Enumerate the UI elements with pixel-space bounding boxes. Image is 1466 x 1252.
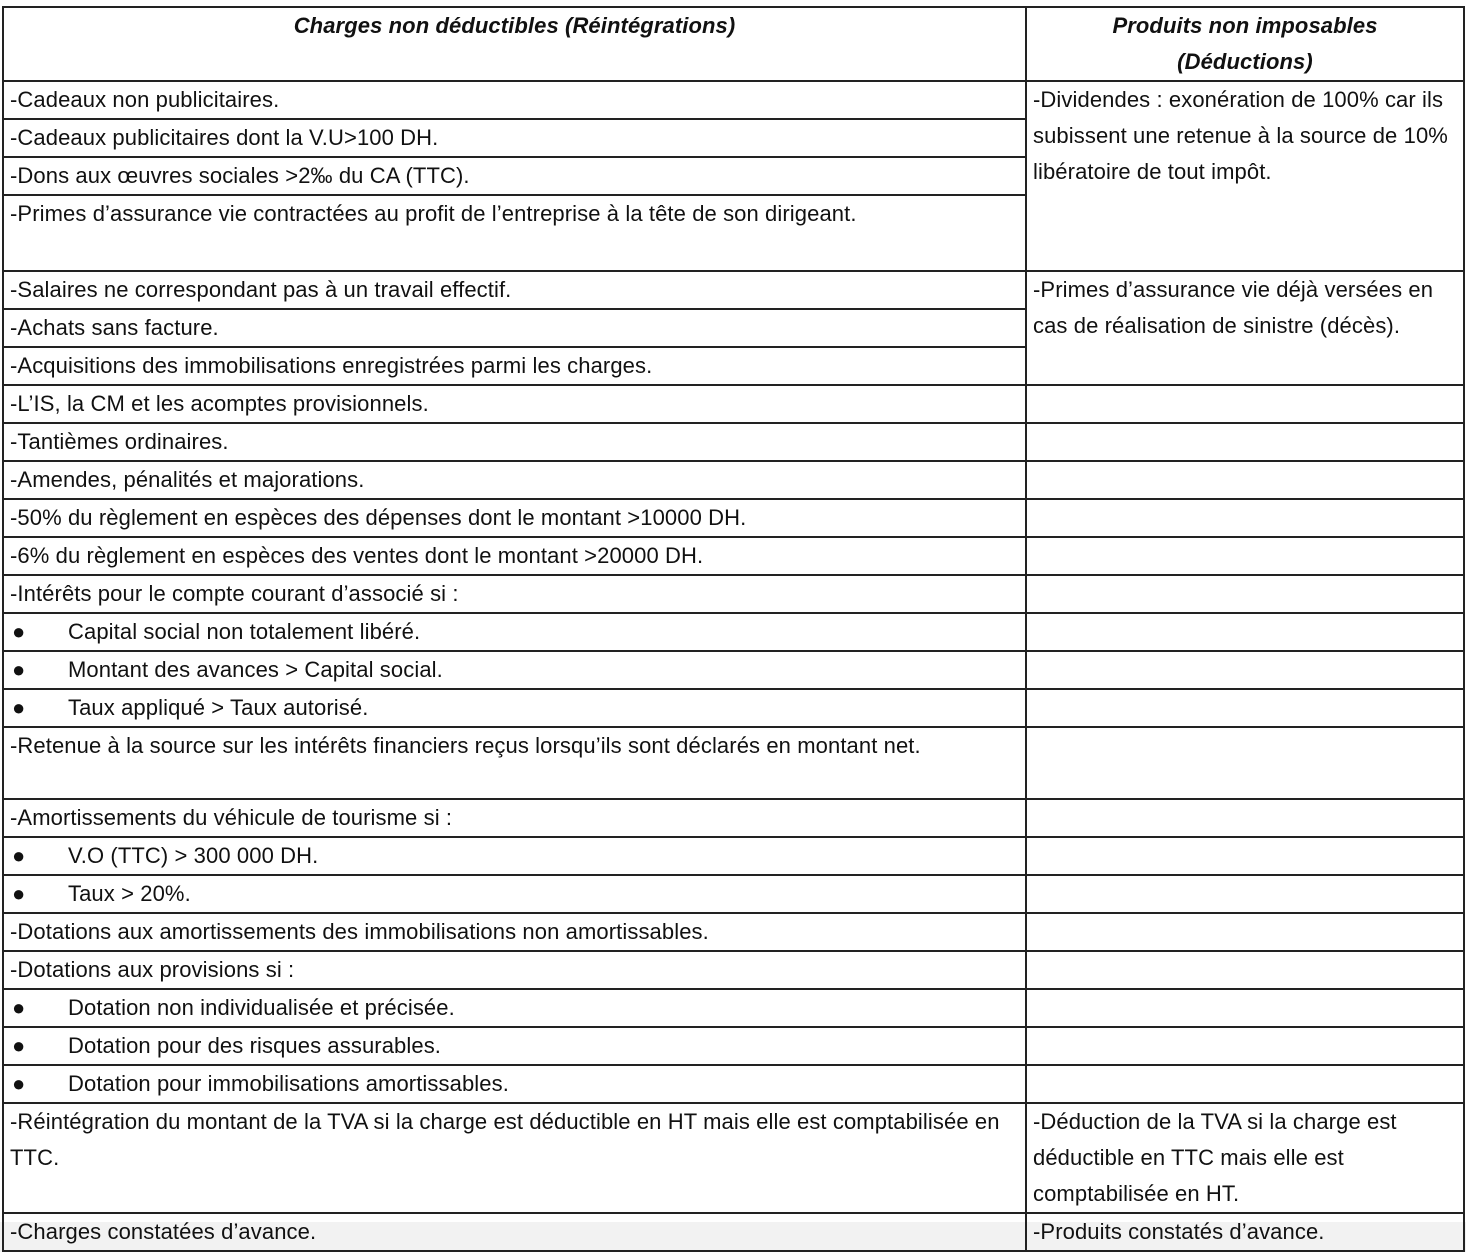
header-charges-non-deductibles: [3, 7, 1026, 81]
left-cell: [3, 1027, 1026, 1065]
header-col2-line2: (Déductions): [1177, 49, 1313, 74]
bullet-text: V.O (TTC) > 300 000 DH.: [68, 843, 319, 868]
left-cell: -50% du règlement en espèces des dépenses dont le montant >10000 DH.: [3, 499, 1026, 537]
left-cell: [3, 837, 1026, 875]
right-cell-empty: [1026, 1027, 1464, 1065]
bullet-text: Dotation pour des risques assurables.: [68, 1033, 442, 1058]
table-row: [3, 575, 1464, 613]
bullet-text: Montant des avances > Capital social.: [68, 657, 443, 682]
table-row: [3, 423, 1464, 461]
table-row: [3, 727, 1464, 799]
left-cell: -Dons aux œuvres sociales >2‰ du CA (TTC).: [3, 157, 1026, 195]
bullet-icon: ●: [12, 695, 26, 720]
right-cell-empty: [1026, 575, 1464, 613]
right-cell-empty: [1026, 537, 1464, 575]
left-cell: -Achats sans facture.: [3, 309, 1026, 347]
right-cell-empty: [1026, 423, 1464, 461]
bullet-icon: ●: [12, 995, 26, 1020]
left-cell: -Charges constatées d’avance.: [3, 1213, 1026, 1251]
right-cell-empty: [1026, 461, 1464, 499]
right-cell-primes-assurance: -Primes d’assurance vie déjà versées en cas de réalisation de sinistre (décès).: [1026, 271, 1464, 385]
bullet-text: Dotation non individualisée et précisée.: [68, 995, 455, 1020]
bullet-icon: ●: [12, 1033, 26, 1058]
table-row: [3, 461, 1464, 499]
bullet-text: Taux appliqué > Taux autorisé.: [68, 695, 369, 720]
left-cell: -Dotations aux amortissements des immobilisations non amortissables.: [3, 913, 1026, 951]
left-cell: [3, 613, 1026, 651]
bullet-icon: ●: [12, 881, 26, 906]
table-row: [3, 385, 1464, 423]
left-cell: -L’IS, la CM et les acomptes provisionnels.: [3, 385, 1026, 423]
bullet-icon: ●: [12, 619, 26, 644]
right-cell-dividendes: -Dividendes : exonération de 100% car ils subissent une retenue à la source de 10% libératoire de tout impôt.: [1026, 81, 1464, 271]
bullet-text: Dotation pour immobilisations amortissables.: [68, 1071, 509, 1096]
right-cell-empty: [1026, 837, 1464, 875]
bullet-text: Capital social non totalement libéré.: [68, 619, 421, 644]
table-row: [3, 913, 1464, 951]
bullet-icon: ●: [12, 1071, 26, 1096]
table-row: [3, 1103, 1464, 1213]
table-row: [3, 1213, 1464, 1251]
table-row: [3, 651, 1464, 689]
left-cell: -Cadeaux publicitaires dont la V.U>100 DH.: [3, 119, 1026, 157]
table-row: [3, 613, 1464, 651]
table-row: [3, 689, 1464, 727]
table-header-row: [3, 7, 1464, 81]
table-row: [3, 799, 1464, 837]
left-cell: [3, 1065, 1026, 1103]
left-cell: -Réintégration du montant de la TVA si la charge est déductible en HT mais elle est comptabilisée en TTC.: [3, 1103, 1026, 1213]
table-row: [3, 951, 1464, 989]
left-cell: -6% du règlement en espèces des ventes dont le montant >20000 DH.: [3, 537, 1026, 575]
left-cell: -Acquisitions des immobilisations enregistrées parmi les charges.: [3, 347, 1026, 385]
header-col1-label: Charges non déductibles (Réintégrations): [293, 13, 736, 38]
right-cell-produits-constates: -Produits constatés d’avance.: [1026, 1213, 1464, 1251]
left-cell: [3, 651, 1026, 689]
right-cell-empty: [1026, 913, 1464, 951]
right-cell-empty: [1026, 1065, 1464, 1103]
bullet-text: Taux > 20%.: [68, 881, 191, 906]
right-cell-empty: [1026, 951, 1464, 989]
left-cell: -Dotations aux provisions si :: [3, 951, 1026, 989]
right-cell-empty: [1026, 385, 1464, 423]
header-col2-line1: Produits non imposables: [1112, 13, 1378, 38]
left-cell: -Salaires ne correspondant pas à un travail effectif.: [3, 271, 1026, 309]
right-cell-empty: [1026, 651, 1464, 689]
left-cell: -Cadeaux non publicitaires.: [3, 81, 1026, 119]
left-cell: [3, 875, 1026, 913]
table-row: [3, 1027, 1464, 1065]
left-cell: -Amortissements du véhicule de tourisme si :: [3, 799, 1026, 837]
table-row: [3, 837, 1464, 875]
right-cell-empty: [1026, 799, 1464, 837]
table-row: [3, 989, 1464, 1027]
left-cell: -Primes d’assurance vie contractées au profit de l’entreprise à la tête de son dirigeant.: [3, 195, 1026, 271]
left-cell: -Retenue à la source sur les intérêts financiers reçus lorsqu’ils sont déclarés en montant net.: [3, 727, 1026, 799]
right-cell-empty: [1026, 989, 1464, 1027]
right-cell-empty: [1026, 875, 1464, 913]
bullet-icon: ●: [12, 657, 26, 682]
table-row: [3, 271, 1464, 309]
left-cell: -Amendes, pénalités et majorations.: [3, 461, 1026, 499]
right-cell-empty: [1026, 499, 1464, 537]
table-row: [3, 81, 1464, 119]
header-produits-non-imposables: [1026, 7, 1464, 81]
fiscal-adjustments-table: [2, 6, 1465, 1252]
table-row: [3, 499, 1464, 537]
left-cell: [3, 689, 1026, 727]
right-cell-tva: -Déduction de la TVA si la charge est déductible en TTC mais elle est comptabilisée en HT.: [1026, 1103, 1464, 1213]
left-cell: -Intérêts pour le compte courant d’associé si :: [3, 575, 1026, 613]
bullet-icon: ●: [12, 843, 26, 868]
left-cell: [3, 989, 1026, 1027]
left-cell: -Tantièmes ordinaires.: [3, 423, 1026, 461]
table-row: [3, 875, 1464, 913]
right-cell-empty: [1026, 689, 1464, 727]
table-row: [3, 537, 1464, 575]
right-cell-empty: [1026, 613, 1464, 651]
right-cell-empty: [1026, 727, 1464, 799]
table-row: [3, 1065, 1464, 1103]
